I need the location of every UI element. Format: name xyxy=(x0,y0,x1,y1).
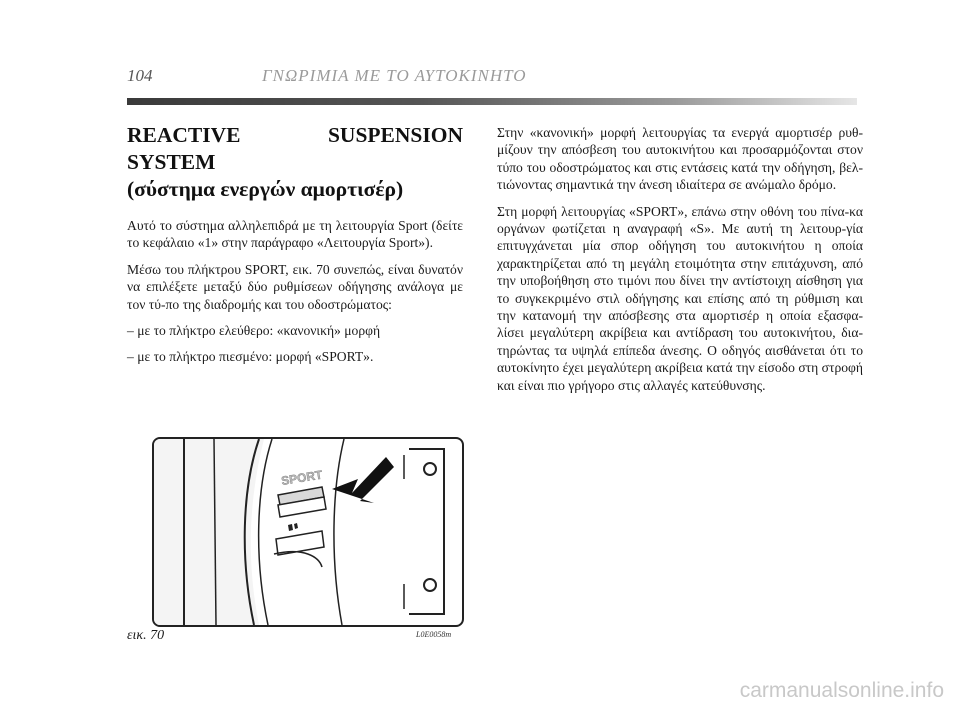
pointer-arrow-icon xyxy=(332,457,394,503)
figure-code: L0E0058m xyxy=(416,630,452,639)
sport-mode-item: – με το πλήκτρο πιεσμένο: μορφή «SPORT». xyxy=(127,349,374,365)
figure-caption: εικ. 70 xyxy=(127,628,165,643)
sport-mode-paragraph: Στη μορφή λειτουργίας «SPORT», επάνω στην οθόνη του πίνα-κα οργάνων φωτίζεται η αναγραφή «S». Με αυτή τη λειτουρ-γία επιτυγχάνεται μία σπορ οδήγηση του αυτοκινήτου η οποία χαρακτηρίζεται από τη μεγάλη ετοιμότητα στην επιτάχυνση, από την υποβοήθηση στο τιμόνι που δίνει την αντίστοιχη αίσθηση για το συγκεκριμένο στιλ οδήγησης και επίσης από τη ρύθμιση και την κατανομή την απόσβεσης στα αμορτισέρ η οποία εξασφα-λίσει μεγαλύτερη ακρίβεια και αντίδραση του αυτοκινήτου, δια-τηρώντας τα υψηλά επίπεδα άνεσης. Ο οδηγός αισθάνεται ότι το αυτοκίνητο έχει μεγαλύτερη ακρίβεια κατά την είσοδο στη στροφή και είναι πιο γρήγορο στις αλλαγές κατεύθυνσης. xyxy=(497,203,863,393)
header-rule xyxy=(127,98,857,105)
normal-mode-item: – με το πλήκτρο ελεύθερο: «κανονική» μορφή xyxy=(127,323,381,339)
sport-button-figure xyxy=(152,437,464,627)
sport-button-label: SPORT xyxy=(280,467,324,488)
intro-paragraph: Αυτό το σύστημα αλληλεπιδρά με τη λειτουργία Sport (δείτε το κεφάλαιο «1» στην παράγραφο «Λειτουργία Sport»). xyxy=(127,218,463,251)
normal-mode-paragraph: Στην «κανονική» μορφή λειτουργίας τα ενεργά αμορτισέρ ρυθ-μίζουν την απόσβεση του αυτοκινήτου και προσαρμόζονται στον τύπο του οδοστρώματος και στις εντάσεις κατά την οδήγηση, βελ-τιώνοντας σημαντικά την άνεση ιδιαίτερα σε ανώμαλο δρόμο. xyxy=(497,125,863,193)
right-column xyxy=(497,124,863,403)
section-title-line1: REACTIVE SUSPENSION SYSTEM xyxy=(127,123,463,174)
left-column xyxy=(127,122,463,375)
watermark: carmanualsonline.info xyxy=(739,679,944,702)
section-title xyxy=(127,122,463,203)
running-header: ΓΝΩΡΙΜΙΑ ΜΕ ΤΟ ΑΥΤΟΚΙΝΗΤΟ xyxy=(262,66,527,85)
console-illustration xyxy=(154,439,462,625)
page-number: 104 xyxy=(127,66,153,85)
sport-button-paragraph: Μέσω του πλήκτρου SPORT, εικ. 70 συνεπώς, είναι δυνατόν να επιλέξετε μεταξύ δύο ρυθμίσεων οδήγησης ανάλογα με τον τύ-πο της διαδρομής και του οδοστρώματος: xyxy=(127,261,463,312)
section-title-line2: (σύστημα ενεργών αμορτισέρ) xyxy=(127,177,404,201)
